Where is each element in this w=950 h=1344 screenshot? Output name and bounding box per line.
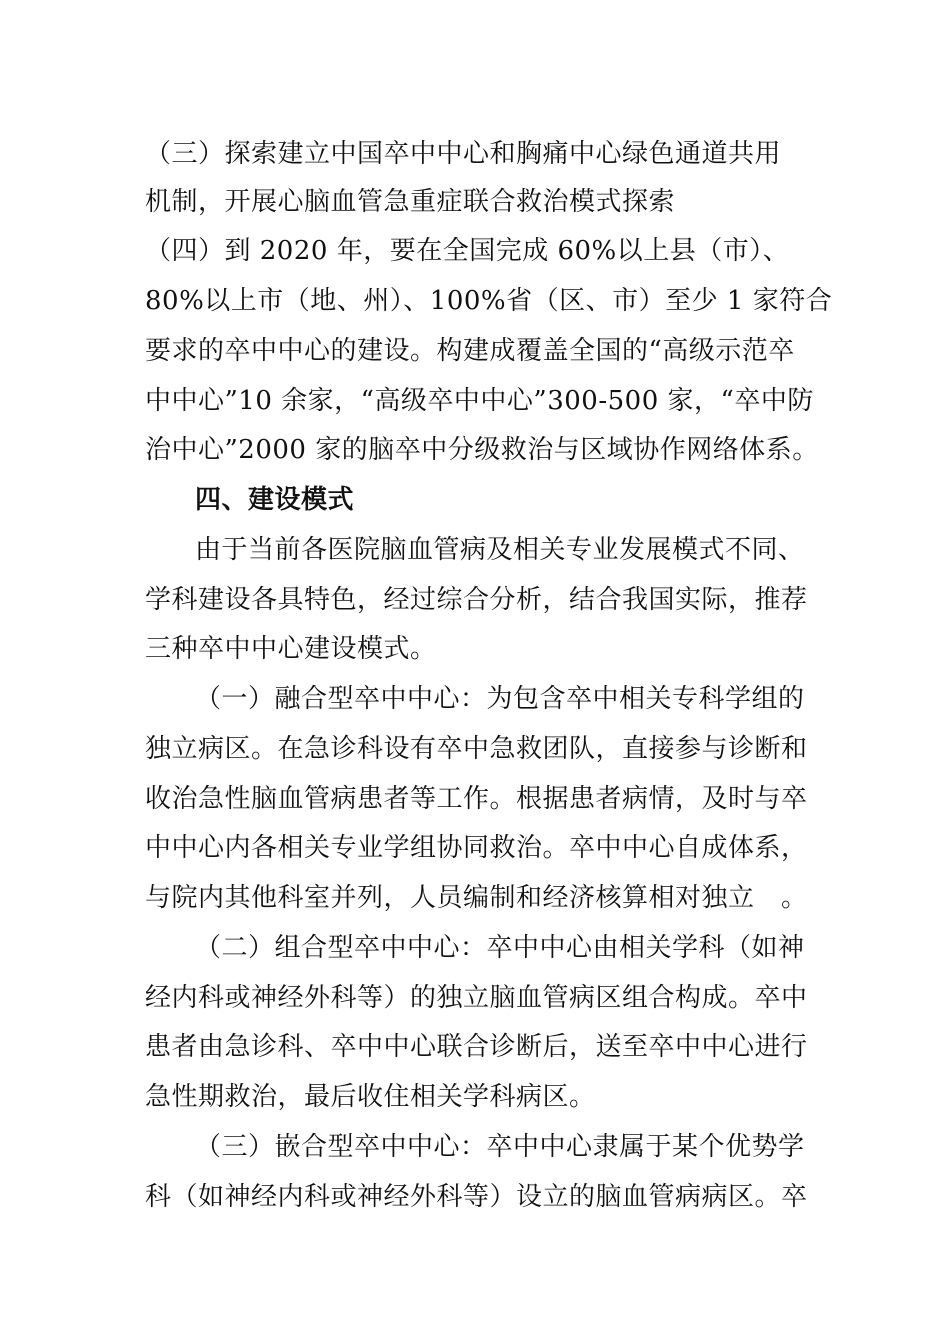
paragraph-line: 治中心”2000 家的脑卒中分级救治与区域协作网络体系。 <box>145 435 819 465</box>
paragraph-line: 机制，开展心脑血管急重症联合救治模式探索 <box>145 187 676 217</box>
paragraph-line: 由于当前各医院脑血管病及相关专业发展模式不同、 <box>195 535 805 565</box>
paragraph-line: 独立病区。在急诊科设有卒中急救团队，直接参与诊断和 <box>145 734 808 764</box>
paragraph-line: 急性期救治，最后收住相关学科病区。 <box>145 1082 596 1112</box>
paragraph-line: 学科建设各具特色，经过综合分析，结合我国实际，推荐 <box>145 585 808 615</box>
paragraph-line: 中中心”10 余家，“高级卒中中心”300-500 家，“卒中防 <box>145 386 814 416</box>
paragraph-line: 经内科或神经外科等）的独立脑血管病区组合构成。卒中 <box>145 983 808 1013</box>
paragraph-line: （一）融合型卒中中心：为包含卒中相关专科学组的 <box>195 684 805 714</box>
paragraph-line: （三）探索建立中国卒中中心和胸痛中心绿色通道共用 <box>145 139 782 169</box>
paragraph-line: 要求的卒中中心的建设。构建成覆盖全国的“高级示范卒 <box>145 336 795 366</box>
paragraph-line: 与院内其他科室并列，人员编制和经济核算相对独立 。 <box>145 883 808 913</box>
paragraph-line: 80%以上市（地、州）、100%省（区、市）至少 1 家符合 <box>145 286 833 316</box>
paragraph-line: （四）到 2020 年，要在全国完成 60%以上县（市）、 <box>145 236 790 266</box>
paragraph-line: 患者由急诊科、卒中中心联合诊断后，送至卒中中心进行 <box>145 1032 808 1062</box>
paragraph-line: 三种卒中中心建设模式。 <box>145 634 437 664</box>
paragraph-line: 中中心内各相关专业学组协同救治。卒中中心自成体系， <box>145 833 808 863</box>
section-heading: 四、建设模式 <box>195 485 355 515</box>
paragraph-line: （三）嵌合型卒中中心：卒中中心隶属于某个优势学 <box>195 1132 805 1162</box>
paragraph-line: 科（如神经内科或神经外科等）设立的脑血管病病区。卒 <box>145 1182 808 1212</box>
paragraph-line: （二）组合型卒中中心：卒中中心由相关学科（如神 <box>195 933 805 963</box>
paragraph-line: 收治急性脑血管病患者等工作。根据患者病情，及时与卒 <box>145 784 808 814</box>
